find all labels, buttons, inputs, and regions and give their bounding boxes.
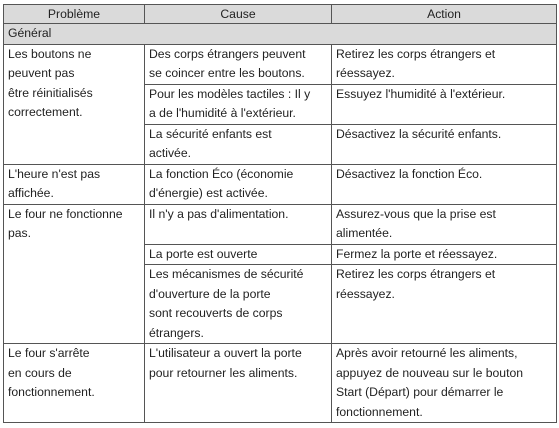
cause-cell: La porte est ouverte [145,244,332,265]
header-problem: Problème [4,5,145,24]
header-action: Action [332,5,557,24]
header-cause: Cause [145,5,332,24]
cause-cell: Des corps étrangers peuvent se coincer entre les boutons. [145,44,332,84]
table-row [4,204,557,244]
cause-cell: L'utilisateur a ouvert la porte pour retourner les aliments. [145,344,332,423]
action-cell: Désactivez la fonction Éco. [332,164,557,204]
problem-cell: Le four s'arrête en cours de fonctionnement. [4,344,145,423]
action-cell: Après avoir retourné les aliments, appuyez de nouveau sur le bouton Start (Départ) pour démarrer le fonctionnement. [332,344,557,423]
action-cell: Assurez-vous que la prise est alimentée. [332,204,557,244]
table-row [4,164,557,204]
action-cell: Désactivez la sécurité enfants. [332,124,557,164]
action-cell: Retirez les corps étrangers et réessayez. [332,44,557,84]
action-cell: Retirez les corps étrangers et réessayez. [332,265,557,344]
table-row [4,344,557,423]
cause-cell: Pour les modèles tactiles : Il y a de l'humidité à l'extérieur. [145,84,332,124]
table-header-row [4,5,557,24]
problem-cell: Les boutons ne peuvent pas être réinitialisés correctement. [4,44,145,164]
cause-cell: La sécurité enfants est activée. [145,124,332,164]
section-row [4,24,557,45]
table-row [4,44,557,84]
cause-cell: Les mécanismes de sécurité d'ouverture de la porte sont recouverts de corps étrangers. [145,265,332,344]
problem-cell: Le four ne fonctionne pas. [4,204,145,344]
action-cell: Essuyez l'humidité à l'extérieur. [332,84,557,124]
cause-cell: Il n'y a pas d'alimentation. [145,204,332,244]
action-cell: Fermez la porte et réessayez. [332,244,557,265]
problem-cell: L'heure n'est pas affichée. [4,164,145,204]
section-title: Général [4,24,557,45]
troubleshooting-table [3,4,557,423]
cause-cell: La fonction Éco (économie d'énergie) est activée. [145,164,332,204]
